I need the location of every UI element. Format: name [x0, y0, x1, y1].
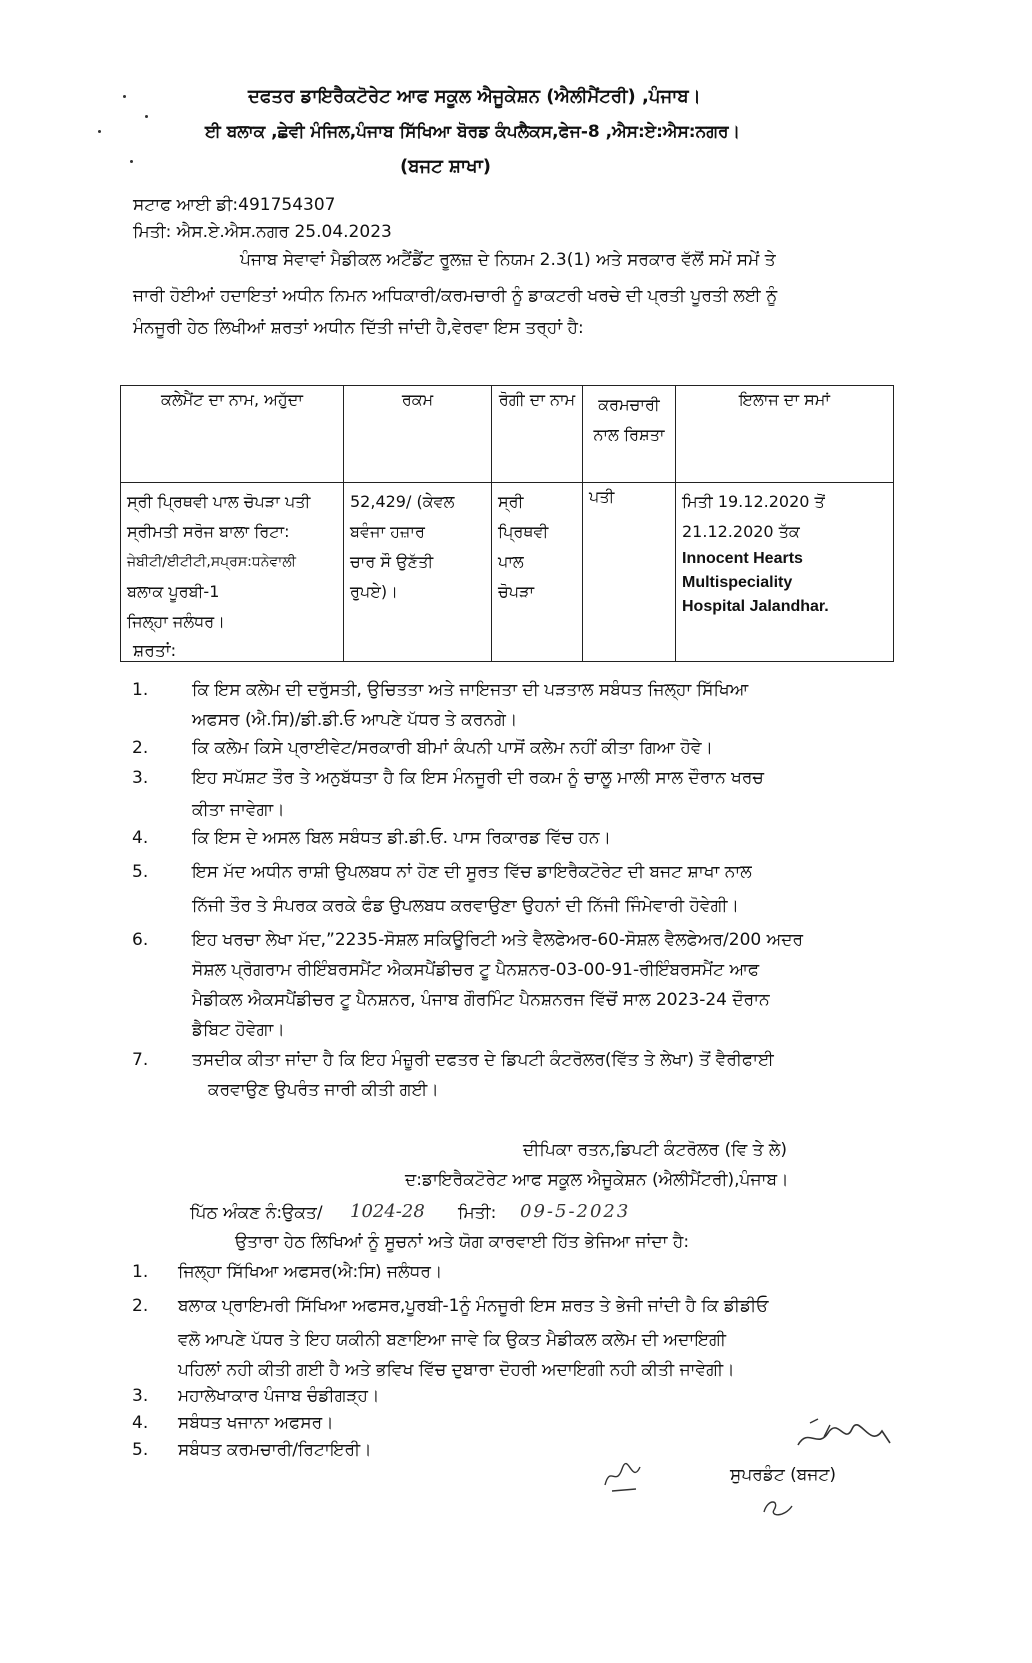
condition-number: 1.: [132, 680, 149, 700]
condition-line: ਅਫਸਰ (ਐ.ਸਿ)/ਡੀ.ਡੀ.ਓ ਆਪਣੇ ਪੱਧਰ ਤੇ ਕਰਨਗੇ।: [192, 710, 518, 730]
amount-line: 52,429/ (ਕੇਵਲ: [350, 492, 455, 511]
recipient-number: 3.: [132, 1386, 149, 1406]
handwritten-signature-icon: [790, 1415, 900, 1460]
claimant-line: ਜਿਲ੍ਹਾ ਜਲੰਧਰ।: [127, 612, 225, 631]
superintendent-title: ਸੁਪਰਡੰਟ (ਬਜਟ): [730, 1465, 837, 1485]
patient-line: ਸ੍ਰੀ ਪ੍ਰਿਥਵੀ: [498, 492, 549, 541]
col-period-header: ਇਲਾਜ ਦਾ ਸਮਾਂ: [676, 386, 894, 483]
hospital-line: Hospital Jalandhar.: [682, 598, 829, 615]
table-header-row: [121, 386, 894, 483]
hospital-line: Innocent Hearts: [682, 550, 803, 567]
claim-table: [120, 385, 894, 662]
recipient-line: ਸਬੰਧਤ ਕਰਮਚਾਰੀ/ਰਿਟਾਇਰੀ।: [178, 1440, 372, 1460]
staff-id: ਸਟਾਫ ਆਈ ਡੀ:491754307: [133, 195, 336, 215]
intro-line-1: ਪੰਜਾਬ ਸੇਵਾਵਾਂ ਮੈਡੀਕਲ ਅਟੈਂਡੈਂਟ ਰੂਲਜ਼ ਦੇ ਨਿਯਮ 2.3(1) ਅਤੇ ਸਰਕਾਰ ਵੱਲੋਂ ਸਮੇਂ ਸਮੇਂ ਤੇ: [240, 250, 776, 270]
amount-cell: [344, 483, 492, 662]
endorsement-intro: ਉਤਾਰਾ ਹੇਠ ਲਿਖਿਆਂ ਨੂੰ ਸੂਚਨਾਂ ਅਤੇ ਯੋਗ ਕਾਰਵਾਈ ਹਿੱਤ ਭੇਜਿਆ ਜਾਂਦਾ ਹੈ:: [235, 1232, 690, 1252]
claimant-line: ਸ੍ਰੀ ਪ੍ਰਿਥਵੀ ਪਾਲ ਚੋਪੜਾ ਪਤੀ: [127, 492, 311, 511]
patient-line: ਪਾਲ: [498, 552, 524, 571]
recipient-number: 1.: [132, 1262, 149, 1282]
intro-line-3: ਮੰਨਜੂਰੀ ਹੇਠ ਲਿਖੀਆਂ ਸ਼ਰਤਾਂ ਅਧੀਨ ਦਿੱਤੀ ਜਾਂਦੀ ਹੈ,ਵੇਰਵਾ ਇਸ ਤਰ੍ਹਾਂ ਹੈ:: [133, 318, 584, 338]
condition-number: 5.: [132, 862, 149, 882]
condition-line: ਇਹ ਖਰਚਾ ਲੇਖਾ ਮੱਦ,”2235-ਸੋਸ਼ਲ ਸਕਿਊਰਿਟੀ ਅਤੇ ਵੈਲਫੇਅਰ-60-ਸੋਸ਼ਲ ਵੈਲਫੇਅਰ/200 ਅਦਰ: [192, 930, 804, 950]
relation-cell: ਪਤੀ: [583, 483, 676, 662]
claimant-line: ਬਲਾਕ ਪੂਰਬੀ-1: [127, 582, 220, 601]
intro-line-2: ਜਾਰੀ ਹੋਈਆਂ ਹਦਾਇਤਾਂ ਅਧੀਨ ਨਿਮਨ ਅਧਿਕਾਰੀ/ਕਰਮਚਾਰੀ ਨੂੰ ਡਾਕਟਰੀ ਖਰਚੇ ਦੀ ਪ੍ਰਤੀ ਪੂਰਤੀ ਲਈ ਨੂੰ: [133, 286, 778, 306]
condition-line: ਕਿ ਕਲੇਮ ਕਿਸੇ ਪ੍ਰਾਈਵੇਟ/ਸਰਕਾਰੀ ਬੀਮਾਂ ਕੰਪਨੀ ਪਾਸੋਂ ਕਲੇਮ ਨਹੀਂ ਕੀਤਾ ਗਿਆ ਹੋਵੇ।: [192, 738, 713, 758]
condition-line: ਕਿ ਇਸ ਕਲੇਮ ਦੀ ਦਰੁੱਸਤੀ, ਉਚਿਤਤਾ ਅਤੇ ਜਾਇਜਤਾ ਦੀ ਪੜਤਾਲ ਸਬੰਧਤ ਜਿਲ੍ਹਾ ਸਿੱਖਿਆ: [192, 680, 749, 700]
period-line: 21.12.2020 ਤੱਕ: [682, 522, 800, 541]
condition-line: ਤਸਦੀਕ ਕੀਤਾ ਜਾਂਦਾ ਹੈ ਕਿ ਇਹ ਮੰਜ਼ੂਰੀ ਦਫਤਰ ਦੇ ਡਿਪਟੀ ਕੰਟਰੋਲਰ(ਵਿੱਤ ਤੇ ਲੇਖਾ) ਤੋਂ ਵੈਰੀਫਾਈ: [192, 1050, 774, 1070]
condition-number: 2.: [132, 738, 149, 758]
recipient-number: 2.: [132, 1296, 149, 1316]
letter-date: ਮਿਤੀ: ਐਸ.ਏ.ਐਸ.ਨਗਰ 25.04.2023: [133, 222, 392, 242]
branch-label: (ਬਜਟ ਸ਼ਾਖਾ): [400, 156, 491, 177]
margin-mark: [123, 95, 126, 98]
recipient-line: ਬਲਾਕ ਪ੍ਰਾਇਮਰੀ ਸਿੱਖਿਆ ਅਫਸਰ,ਪੂਰਬੀ-1ਨੂੰ ਮੰਨਜੂਰੀ ਇਸ ਸ਼ਰਤ ਤੇ ਭੇਜੀ ਜਾਂਦੀ ਹੈ ਕਿ ਡੀਡੀਓ: [178, 1296, 769, 1316]
amount-line: ਚਾਰ ਸੌ ਉਣੱਤੀ: [350, 552, 434, 571]
condition-line: ਇਸ ਮੱਦ ਅਧੀਨ ਰਾਸ਼ੀ ਉਪਲਬਧ ਨਾਂ ਹੋਣ ਦੀ ਸੂਰਤ ਵਿੱਚ ਡਾਇਰੈਕਟੋਰੇਟ ਦੀ ਬਜਟ ਸ਼ਾਖਾ ਨਾਲ: [192, 862, 752, 882]
margin-mark: [145, 115, 148, 118]
margin-mark: [130, 160, 133, 163]
claimant-line: ਸ੍ਰੀਮਤੀ ਸਰੋਜ ਬਾਲਾ ਰਿਟਾ:: [127, 522, 290, 541]
condition-line: ਮੈਡੀਕਲ ਐਕਸਪੈਂਡੀਚਰ ਟੂ ਪੈਨਸ਼ਨਰ, ਪੰਜਾਬ ਗੌਰਮਿੰਟ ਪੈਨਸ਼ਨਰਜ ਵਿੱਚੋਂ ਸਾਲ 2023-24 ਦੌਰਾਨ: [192, 990, 770, 1010]
col-amount-header: ਰਕਮ: [344, 386, 492, 483]
claimant-cell: [121, 483, 344, 662]
endorsement-number: 1024-28: [350, 1201, 425, 1222]
condition-number: 4.: [132, 828, 149, 848]
recipient-line: ਪਹਿਲਾਂ ਨਹੀ ਕੀਤੀ ਗਈ ਹੈ ਅਤੇ ਭਵਿਖ ਵਿੱਚ ਦੁਬਾਰਾ ਦੋਹਰੀ ਅਦਾਇਗੀ ਨਹੀ ਕੀਤੀ ਜਾਵੇਗੀ।: [178, 1360, 735, 1380]
period-cell: [676, 483, 894, 662]
office-header: ਦਫਤਰ ਡਾਇਰੈਕਟੋਰੇਟ ਆਫ ਸਕੂਲ ਐਜੂਕੇਸ਼ਨ (ਐਲੀਮੈਂਟਰੀ) ,ਪੰਜਾਬ।: [248, 86, 701, 107]
table-row: [121, 483, 894, 662]
conditions-title: ਸ਼ਰਤਾਂ:: [133, 641, 177, 661]
condition-number: 3.: [132, 768, 149, 788]
condition-line: ਇਹ ਸਪੱਸ਼ਟ ਤੌਰ ਤੇ ਅਨੁਬੱਧਤਾ ਹੈ ਕਿ ਇਸ ਮੰਨਜੂਰੀ ਦੀ ਰਕਮ ਨੂੰ ਚਾਲੂ ਮਾਲੀ ਸਾਲ ਦੌਰਾਨ ਖਰਚ: [192, 768, 764, 788]
signatory-office: ਦ:ਡਾਇਰੈਕਟੋਰੇਟ ਆਫ ਸਕੂਲ ਐਜੂਕੇਸ਼ਨ (ਐਲੀਮੈਂਟਰੀ),ਪੰਜਾਬ।: [405, 1170, 789, 1190]
signatory-name: ਦੀਪਿਕਾ ਰਤਨ,ਡਿਪਟੀ ਕੰਟਰੋਲਰ (ਵਿ ਤੇ ਲੇ): [523, 1140, 788, 1160]
condition-line: ਨਿੱਜੀ ਤੌਰ ਤੇ ਸੰਪਰਕ ਕਰਕੇ ਫੰਡ ਉਪਲਬਧ ਕਰਵਾਉਣਾ ਉਹਨਾਂ ਦੀ ਨਿੱਜੀ ਜਿੰਮੇਵਾਰੀ ਹੋਵੇਗੀ।: [192, 896, 739, 916]
margin-mark: [98, 130, 101, 133]
endorsement-date: 09-5-2023: [520, 1201, 631, 1222]
hospital-line: Multispeciality: [682, 574, 793, 591]
col-claimant-header: ਕਲੇਮੈਂਟ ਦਾ ਨਾਮ, ਅਹੁੱਦਾ: [121, 386, 344, 483]
recipient-number: 4.: [132, 1413, 149, 1433]
initials-signature-icon: [600, 1455, 650, 1495]
condition-line: ਡੈਬਿਟ ਹੋਵੇਗਾ।: [192, 1020, 285, 1040]
claimant-line: ਜੇਬੀਟੀ/ਈਟੀਟੀ,ਸਪ੍ਰਸ:ਧਨੇਵਾਲੀ: [127, 554, 296, 570]
condition-line: ਕੀਤਾ ਜਾਵੇਗਾ।: [192, 800, 285, 820]
amount-line: ਰੁਪਏ)।: [350, 582, 398, 601]
recipient-line: ਸਬੰਧਤ ਖਜਾਨਾ ਅਫਸਰ।: [178, 1413, 334, 1433]
col-relation-header: ਕਰਮਚਾਰੀ ਨਾਲ ਰਿਸ਼ਤਾ: [583, 386, 676, 483]
condition-line: ਸੋਸ਼ਲ ਪ੍ਰੋਗਰਾਮ ਰੀਇੰਬਰਸਮੈਂਟ ਐਕਸਪੈਂਡੀਚਰ ਟੂ ਪੈਨਸ਼ਨਰ-03-00-91-ਰੀਇੰਬਰਸਮੈਂਟ ਆਫ: [192, 960, 760, 980]
recipient-number: 5.: [132, 1440, 149, 1460]
patient-line: ਚੋਪੜਾ: [498, 582, 535, 601]
period-line: ਮਿਤੀ 19.12.2020 ਤੋਂ: [682, 492, 825, 511]
condition-number: 6.: [132, 930, 149, 950]
recipient-line: ਜਿਲ੍ਹਾ ਸਿੱਖਿਆ ਅਫਸਰ(ਐ:ਸਿ) ਜਲੰਧਰ।: [178, 1262, 443, 1282]
recipient-line: ਵਲੋ ਆਪਣੇ ਪੱਧਰ ਤੇ ਇਹ ਯਕੀਨੀ ਬਣਾਇਆ ਜਾਵੇ ਕਿ ਉਕਤ ਮੈਡੀਕਲ ਕਲੇਮ ਦੀ ਅਦਾਇਗੀ: [178, 1330, 726, 1350]
initial-mark-icon: [758, 1492, 798, 1522]
office-address: ਈ ਬਲਾਕ ,ਛੇਵੀ ਮੰਜਿਲ,ਪੰਜਾਬ ਸਿੱਖਿਆ ਬੋਰਡ ਕੰਪਲੈਕਸ,ਫੇਜ-8 ,ਐਸ:ਏ:ਐਸ:ਨਗਰ।: [205, 122, 741, 142]
condition-line: ਕਰਵਾਉਣ ਉਪਰੰਤ ਜਾਰੀ ਕੀਤੀ ਗਈ।: [208, 1080, 439, 1100]
col-patient-header: ਰੋਗੀ ਦਾ ਨਾਮ: [492, 386, 583, 483]
endorsement-label: ਪਿੱਠ ਅੰਕਣ ਨੰ:ਉਕਤ/: [190, 1203, 323, 1223]
patient-cell: [492, 483, 583, 662]
endorsement-date-label: ਮਿਤੀ:: [458, 1203, 497, 1223]
amount-line: ਬਵੰਜਾ ਹਜ਼ਾਰ: [350, 522, 425, 541]
condition-number: 7.: [132, 1050, 149, 1070]
recipient-line: ਮਹਾਲੇਖਾਕਾਰ ਪੰਜਾਬ ਚੰਡੀਗੜ੍ਹ।: [178, 1386, 380, 1406]
condition-line: ਕਿ ਇਸ ਦੇ ਅਸਲ ਬਿਲ ਸਬੰਧਤ ਡੀ.ਡੀ.ਓ. ਪਾਸ ਰਿਕਾਰਡ ਵਿੱਚ ਹਨ।: [192, 828, 612, 848]
